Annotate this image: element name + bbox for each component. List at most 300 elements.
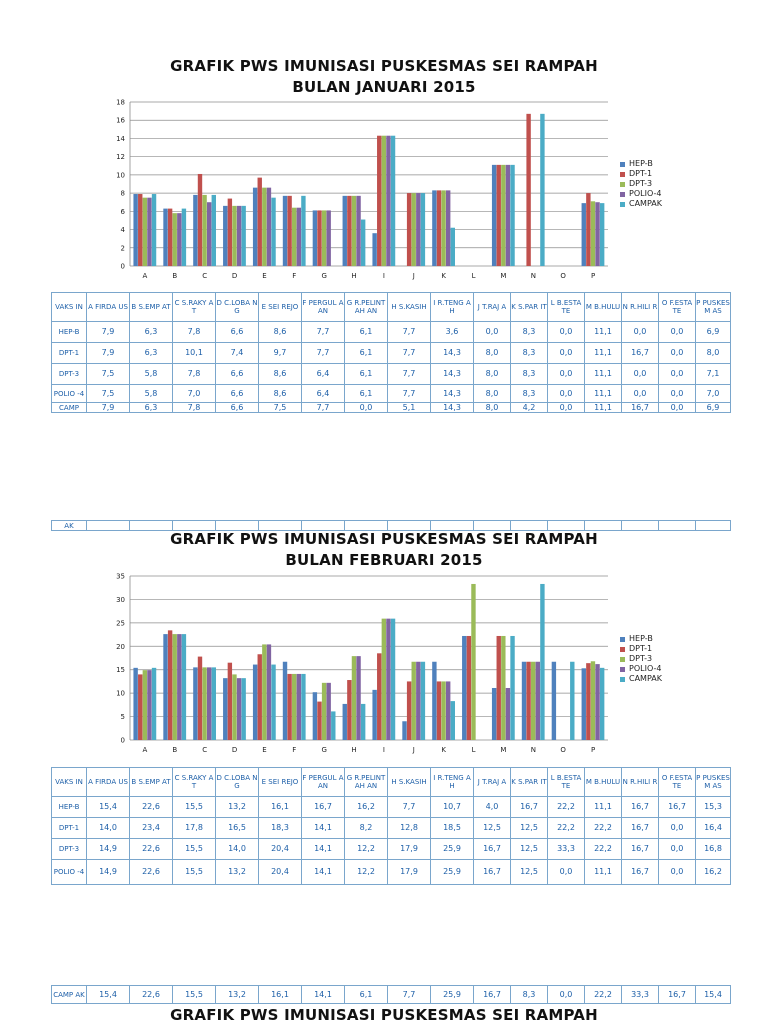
bar-dpt-3-f [292, 674, 296, 740]
table-header-cell: F PERGUL AAN [302, 768, 345, 797]
chart-1-title [0, 56, 768, 98]
x-tick-label: K [441, 272, 446, 280]
table-cell: CAMP AK [52, 986, 87, 1004]
bar-campak-g [331, 711, 335, 740]
table-cell: 25,9 [431, 860, 474, 885]
table-cell: DPT-3 [52, 364, 87, 385]
bar-dpt-1-f [287, 196, 291, 266]
x-tick-label: H [351, 746, 357, 754]
bar-hep-b-m [492, 688, 496, 740]
table-header-cell: C S.RAKY AT [173, 293, 216, 322]
table-cell: 16,8 [696, 839, 731, 860]
bar-polio-4-d [237, 678, 241, 740]
table-cell: 7,0 [173, 385, 216, 403]
bar-dpt-1-a [138, 674, 142, 740]
bar-dpt-3-d [232, 674, 236, 740]
table-cell: DPT-3 [52, 839, 87, 860]
y-tick-label: 10 [116, 171, 125, 180]
bar-dpt-3-e [262, 188, 266, 266]
legend-label: POLIO-4 [629, 189, 662, 198]
bar-campak-d [241, 678, 245, 740]
x-tick-label: C [202, 746, 208, 754]
bar-dpt-3-d [232, 206, 236, 266]
bar-campak-c [212, 667, 216, 740]
legend-swatch [620, 162, 625, 167]
bar-dpt-1-a [138, 194, 142, 266]
table-cell: DPT-1 [52, 343, 87, 364]
legend-item [620, 179, 662, 189]
legend-label: DPT-1 [629, 169, 653, 178]
table-cell: 22,2 [585, 818, 622, 839]
bar-campak-i [391, 619, 395, 740]
bar-polio-4-a [147, 670, 151, 740]
table-cell: 0,0 [548, 385, 585, 403]
table-header-cell: G R.PELINTAH AN [345, 768, 388, 797]
table-cell: 22,6 [130, 797, 173, 818]
chart-1-title-line2: BULAN JANUARI 2015 [292, 78, 476, 96]
table-cell: 7,7 [388, 343, 431, 364]
table-cell: 12,2 [345, 839, 388, 860]
table-cell: 11,1 [585, 343, 622, 364]
table-cell: 4,0 [474, 797, 511, 818]
table-cell: 5,1 [388, 403, 431, 413]
x-tick-label: O [560, 272, 566, 280]
table-cell: 6,4 [302, 364, 345, 385]
table-cell: 0,0 [622, 385, 659, 403]
bar-polio-4-j [416, 662, 420, 740]
bar-dpt-1-m [497, 636, 501, 740]
bar-dpt-1-c [198, 657, 202, 740]
bar-dpt-3-g [322, 683, 326, 740]
y-tick-label: 4 [120, 226, 125, 235]
bar-hep-b-n [522, 662, 526, 740]
table-cell: 33,3 [548, 839, 585, 860]
bar-dpt-1-b [168, 630, 172, 740]
x-tick-label: N [530, 272, 536, 280]
table-cell: 8,6 [259, 322, 302, 343]
table-cell: 0,0 [659, 322, 696, 343]
bar-polio-4-e [267, 644, 271, 740]
table-cell: 16,4 [696, 818, 731, 839]
bar-hep-b-c [193, 195, 197, 266]
bar-dpt-3-h [352, 656, 356, 740]
bar-campak-m [510, 165, 514, 266]
bar-campak-k [451, 228, 455, 266]
bar-hep-b-d [223, 678, 227, 740]
table-cell: 6,1 [345, 364, 388, 385]
table-header-cell: A FIRDA US [87, 768, 130, 797]
bar-hep-b-h [343, 196, 347, 266]
table-cell: 15,5 [173, 797, 216, 818]
bar-polio-4-h [356, 196, 360, 266]
legend-label: DPT-3 [629, 654, 653, 663]
legend-item [620, 664, 662, 674]
bar-hep-b-d [223, 206, 227, 266]
bar-hep-b-j [402, 721, 406, 740]
bar-polio-4-f [297, 208, 301, 266]
bar-campak-c [212, 195, 216, 266]
x-tick-label: G [321, 272, 327, 280]
chart-3-title-line1: GRAFIK PWS IMUNISASI PUSKESMAS SEI RAMPAH [170, 1006, 598, 1024]
table-header-cell: M B.HULU [585, 768, 622, 797]
y-tick-label: 0 [120, 262, 125, 271]
x-tick-label: E [262, 272, 267, 280]
bar-polio-4-k [446, 190, 450, 266]
table-cell: 8,0 [474, 343, 511, 364]
table-row [52, 322, 731, 343]
table-row [52, 797, 731, 818]
table-row [52, 385, 731, 403]
table-cell: 11,1 [585, 364, 622, 385]
bar-dpt-3-e [262, 644, 266, 740]
x-tick-label: H [351, 272, 357, 280]
table-cell: 7,9 [87, 343, 130, 364]
bar-dpt-1-k [437, 190, 441, 266]
table-header-cell: VAKS IN [52, 768, 87, 797]
bar-campak-b [182, 634, 186, 740]
table-cell: 16,7 [511, 797, 548, 818]
x-tick-label: O [560, 746, 566, 754]
x-tick-label: F [292, 746, 297, 754]
table-header-cell: I R.TENG AH [431, 293, 474, 322]
bar-campak-d [241, 206, 245, 266]
bar-dpt-1-i [377, 653, 381, 740]
legend-item [620, 199, 662, 209]
table-cell: 15,5 [173, 839, 216, 860]
bar-dpt-3-m [501, 165, 505, 266]
bar-hep-b-b [163, 634, 167, 740]
table-cell: 8,0 [474, 364, 511, 385]
table-cell: 7,5 [87, 385, 130, 403]
bar-polio-4-g [326, 683, 330, 740]
bar-dpt-3-b [173, 213, 177, 266]
table-cell: 0,0 [659, 860, 696, 885]
bar-dpt-1-g [317, 702, 321, 740]
y-tick-label: 18 [116, 98, 125, 107]
legend-item [620, 169, 662, 179]
bar-hep-b-b [163, 209, 167, 266]
bar-polio-4-a [147, 198, 151, 266]
table-header-cell: N R.HILI R [622, 293, 659, 322]
bar-polio-4-b [177, 213, 181, 266]
table-header-cell: C S.RAKY AT [173, 768, 216, 797]
legend-item [620, 159, 662, 169]
legend-swatch [620, 192, 625, 197]
table-cell: 16,7 [622, 818, 659, 839]
bar-polio-4-d [237, 206, 241, 266]
table-cell: 22,6 [130, 839, 173, 860]
table-cell: 16,7 [474, 839, 511, 860]
legend-swatch [620, 182, 625, 187]
chart-3-title [0, 1005, 768, 1026]
bar-dpt-3-b [173, 634, 177, 740]
chart-2-title-line1: GRAFIK PWS IMUNISASI PUSKESMAS SEI RAMPAH [170, 530, 598, 548]
table-cell: 14,1 [302, 839, 345, 860]
table-cell: 7,4 [216, 343, 259, 364]
table-cell: 9,7 [259, 343, 302, 364]
bar-campak-o [570, 662, 574, 740]
table-cell: 8,0 [474, 385, 511, 403]
table-cell: 14,3 [431, 403, 474, 413]
legend-label: POLIO-4 [629, 664, 662, 673]
table-cell: 16,7 [659, 986, 696, 1004]
table-cell: 7,5 [259, 403, 302, 413]
table-cell: 12,2 [345, 860, 388, 885]
bar-polio-4-h [356, 656, 360, 740]
bar-dpt-3-g [322, 210, 326, 266]
legend-swatch [620, 637, 625, 642]
table-cell: 16,7 [659, 797, 696, 818]
bar-hep-b-h [343, 704, 347, 740]
table-header-cell: P PUSKESM AS [696, 768, 731, 797]
y-tick-label: 5 [120, 713, 125, 722]
bar-dpt-3-p [591, 661, 595, 740]
table-header-cell: H S.KASIH [388, 293, 431, 322]
table-header-cell: A FIRDA US [87, 293, 130, 322]
table-cell: 16,7 [622, 860, 659, 885]
bar-campak-e [271, 665, 275, 740]
bar-polio-4-c [207, 667, 211, 740]
bar-hep-b-e [253, 188, 257, 266]
bar-hep-b-i [372, 690, 376, 740]
table-cell: 0,0 [548, 322, 585, 343]
bar-hep-b-e [253, 665, 257, 740]
bar-polio-4-f [297, 674, 301, 740]
x-tick-label: K [441, 746, 446, 754]
table-cell: 15,3 [696, 797, 731, 818]
table-cell: 0,0 [659, 385, 696, 403]
table-cell: 14,1 [302, 860, 345, 885]
table-cell: 17,8 [173, 818, 216, 839]
bar-hep-b-m [492, 165, 496, 266]
table-cell: 22,2 [585, 839, 622, 860]
table-cell: 6,4 [302, 385, 345, 403]
table-cell: 6,1 [345, 322, 388, 343]
chart-2-title [0, 529, 768, 571]
table-cell: 8,0 [696, 343, 731, 364]
x-tick-label: C [202, 272, 208, 280]
table-cell: 15,4 [87, 986, 130, 1004]
x-tick-label: P [590, 746, 596, 754]
table-cell: 7,8 [173, 364, 216, 385]
bar-campak-f [301, 196, 305, 266]
table-cell: 6,6 [216, 364, 259, 385]
table-cell: 20,4 [259, 839, 302, 860]
table-cell: DPT-1 [52, 818, 87, 839]
table-cell: 7,7 [302, 403, 345, 413]
table-cell: 7,8 [173, 322, 216, 343]
table-cell: 0,0 [548, 364, 585, 385]
y-tick-label: 6 [120, 207, 125, 216]
table-cell: 6,9 [696, 322, 731, 343]
bar-dpt-1-g [317, 210, 321, 266]
table-cell: 7,5 [87, 364, 130, 385]
y-tick-label: 10 [116, 689, 125, 698]
bar-dpt-3-h [352, 196, 356, 266]
table-cell: CAMP [52, 403, 87, 413]
bar-polio-4-g [326, 210, 330, 266]
table-cell: 0,0 [659, 818, 696, 839]
table-cell: 16,7 [622, 797, 659, 818]
table-row [52, 860, 731, 885]
bar-campak-a [152, 668, 156, 740]
table-cell: 5,8 [130, 385, 173, 403]
table-cell: AK [52, 521, 87, 531]
table-cell: 14,0 [87, 818, 130, 839]
table-cell: 11,1 [585, 797, 622, 818]
chart-1-title-line1: GRAFIK PWS IMUNISASI PUSKESMAS SEI RAMPAH [170, 57, 598, 75]
table-cell: POLIO -4 [52, 860, 87, 885]
table-cell: 12,8 [388, 818, 431, 839]
bar-dpt-3-j [412, 193, 416, 266]
table-cell: 0,0 [622, 322, 659, 343]
table-cell: 7,7 [388, 385, 431, 403]
table-cell: 16,7 [474, 860, 511, 885]
table-header-cell: J T.RAJ A [474, 768, 511, 797]
table-cell: 7,7 [388, 364, 431, 385]
legend-label: HEP-B [629, 634, 653, 643]
table-januari [51, 292, 731, 413]
table-header-cell: N R.HILI R [622, 768, 659, 797]
table-cell: 14,9 [87, 839, 130, 860]
y-tick-label: 20 [116, 642, 125, 651]
table-header-cell: L B.ESTA TE [548, 768, 585, 797]
table-header-cell: O F.ESTA TE [659, 768, 696, 797]
table-cell: 12,5 [474, 818, 511, 839]
table-cell: 8,6 [259, 364, 302, 385]
table-cell: POLIO -4 [52, 385, 87, 403]
bar-dpt-1-e [258, 178, 262, 266]
bar-dpt-1-j [407, 681, 411, 740]
table-cell: 18,3 [259, 818, 302, 839]
table-row [52, 818, 731, 839]
y-tick-label: 2 [120, 244, 125, 253]
table-cell: 5,8 [130, 364, 173, 385]
table-header-cell: P PUSKESM AS [696, 293, 731, 322]
table-header-cell: K S.PAR IT [511, 768, 548, 797]
legend-item [620, 634, 662, 644]
bar-hep-b-g [313, 692, 317, 740]
bar-campak-k [451, 701, 455, 740]
table-cell: 6,1 [345, 986, 388, 1004]
bar-hep-b-a [133, 668, 137, 740]
y-tick-label: 12 [116, 153, 125, 162]
table-cell: 14,0 [216, 839, 259, 860]
chart-2-plot [100, 570, 615, 760]
table-header-cell: E SEI REJO [259, 293, 302, 322]
x-tick-label: B [172, 272, 178, 280]
bar-dpt-1-d [228, 663, 232, 740]
y-tick-label: 30 [116, 595, 125, 604]
table-cell: 3,6 [431, 322, 474, 343]
table-cell: 7,9 [87, 322, 130, 343]
table-cell: 7,8 [173, 403, 216, 413]
chart-2-title-line2: BULAN FEBRUARI 2015 [285, 551, 483, 569]
table-cell: 11,1 [585, 860, 622, 885]
table-header-cell: K S.PAR IT [511, 293, 548, 322]
legend-item [620, 654, 662, 664]
y-tick-label: 15 [116, 666, 125, 675]
table-header-cell: M B.HULU [585, 293, 622, 322]
bar-dpt-3-p [591, 201, 595, 266]
x-tick-label: I [382, 272, 385, 280]
bar-campak-m [510, 636, 514, 740]
bar-dpt-1-p [586, 193, 590, 266]
table-cell: 6,3 [130, 403, 173, 413]
table-cell: HEP-B [52, 322, 87, 343]
table-cell: 16,7 [622, 343, 659, 364]
table-cell: 11,1 [585, 385, 622, 403]
bar-campak-b [182, 209, 186, 266]
table-cell: 8,3 [511, 986, 548, 1004]
table-cell: 14,1 [302, 986, 345, 1004]
table-cell: 16,7 [302, 797, 345, 818]
table-header-cell: E SEI REJO [259, 768, 302, 797]
table-cell: 16,7 [622, 839, 659, 860]
table-row [52, 839, 731, 860]
bar-dpt-3-i [382, 619, 386, 740]
table-header-cell: D C.LOBA NG [216, 293, 259, 322]
bar-campak-j [421, 193, 425, 266]
table-cell: 14,3 [431, 385, 474, 403]
table-cell: 15,5 [173, 860, 216, 885]
table-cell: 22,6 [130, 986, 173, 1004]
table-cell: 16,1 [259, 797, 302, 818]
x-tick-label: P [590, 272, 596, 280]
bar-dpt-1-m [497, 165, 501, 266]
x-tick-label: D [231, 272, 238, 280]
bar-dpt-3-f [292, 208, 296, 266]
x-tick-label: A [142, 746, 148, 754]
table-cell: 17,9 [388, 860, 431, 885]
table-cell: 7,0 [696, 385, 731, 403]
table-cell: 6,1 [345, 385, 388, 403]
bar-hep-b-a [133, 194, 137, 266]
table-cell: 7,7 [302, 343, 345, 364]
table-cell: 22,2 [585, 986, 622, 1004]
y-tick-label: 8 [120, 189, 125, 198]
table-cell: 15,5 [173, 986, 216, 1004]
table-cell: 8,3 [511, 364, 548, 385]
legend-label: HEP-B [629, 159, 653, 168]
table-cell: 12,5 [511, 839, 548, 860]
bar-dpt-3-c [202, 667, 206, 740]
bar-dpt-1-p [586, 663, 590, 740]
bar-dpt-1-k [437, 681, 441, 740]
legend-label: DPT-3 [629, 179, 653, 188]
bar-dpt-1-h [347, 680, 351, 740]
x-tick-label: I [382, 746, 385, 754]
table-cell: 6,1 [345, 343, 388, 364]
bar-dpt-1-i [377, 136, 381, 266]
table-cell: 22,2 [548, 818, 585, 839]
bar-campak-f [301, 674, 305, 740]
x-tick-label: L [471, 272, 476, 280]
x-tick-label: D [231, 746, 238, 754]
bar-dpt-1-l [467, 636, 471, 740]
table-cell: 15,4 [87, 797, 130, 818]
table-cell: 12,5 [511, 818, 548, 839]
bar-hep-b-o [552, 662, 556, 740]
table-cell: 11,1 [585, 322, 622, 343]
legend-swatch [620, 202, 625, 207]
legend-swatch [620, 677, 625, 682]
table-cell: 6,3 [130, 343, 173, 364]
table-cell: 0,0 [659, 403, 696, 413]
table-cell: 7,7 [388, 322, 431, 343]
table-cell: 10,7 [431, 797, 474, 818]
table-header-row [52, 768, 731, 797]
